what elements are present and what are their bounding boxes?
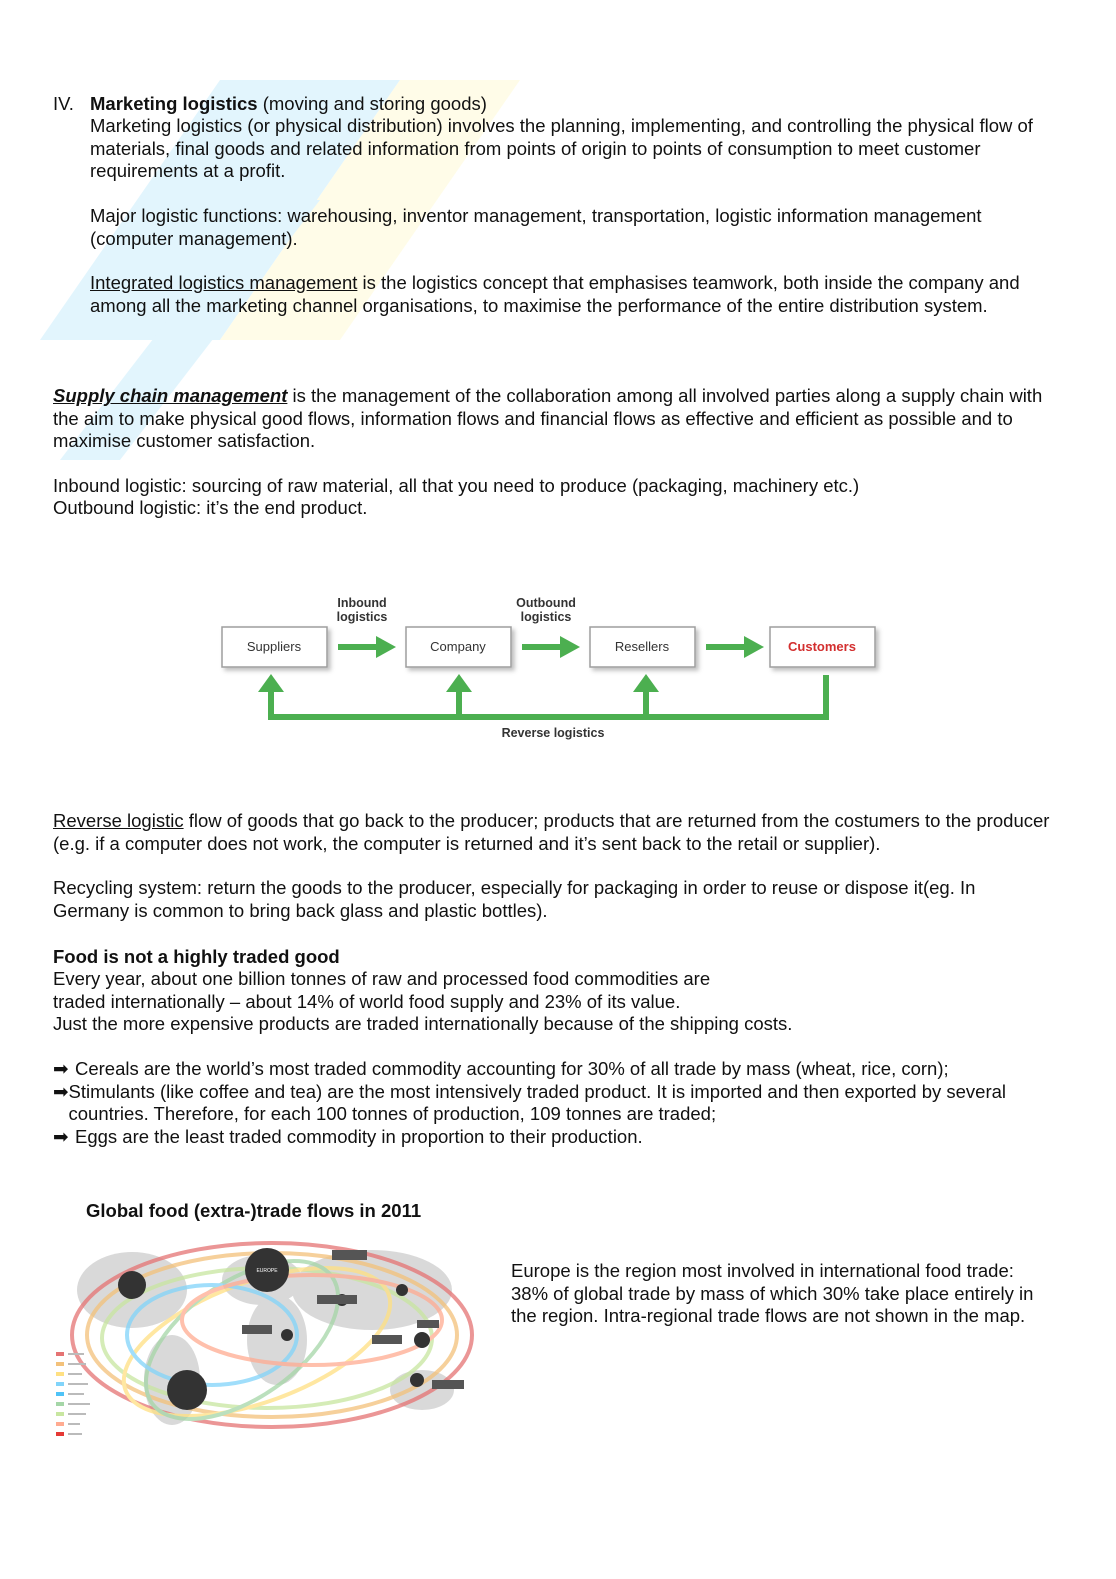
reverse-logistics-label: Reverse logistics [501,726,605,740]
logistics-flow-diagram [210,590,900,750]
integrated-logistics-term: Integrated logistics management [90,272,358,293]
inbound-logistic-text: Inbound logistic: sourcing of raw material, all that you need to produce (packaging, machinery etc.) [53,475,860,496]
reseller-arrow-icon [706,636,764,658]
reverse-logistic-text: flow of goods that go back to the producer; products that are returned from the costumers to the producer (e.g. if a computer does not work, the computer is returned and it’s sent back to the retail or supplier). [53,810,1050,854]
food-line-2: traded internationally – about 14% of world food supply and 23% of its value. [53,991,681,1012]
map-caption: Europe is the region most involved in international food trade: 38% of global trade by mass of which 30% take place entirely in the region. Intra-regional trade flows are not shown in the map. [511,1260,1034,1326]
integrated-logistics-paragraph [90,272,1050,317]
list-item [53,1126,1063,1149]
bullet-text-cereals: Cereals are the world’s most traded commodity accounting for 30% of all trade by mass (wheat, rice, corn); [75,1058,949,1079]
reverse-logistics-loop [258,674,829,720]
inbound-label-line1: Inbound [337,596,387,610]
outbound-label-line2: logistics [520,610,572,624]
right-arrow-icon: ➡ [53,1080,69,1102]
box-resellers [590,627,695,667]
section-title: Marketing logistics [90,93,258,114]
outbound-arrow-icon [522,636,580,658]
logistic-functions-paragraph: Major logistic functions: warehousing, inventor management, transportation, logistic information management (computer management). [90,205,982,249]
reverse-logistic-term: Reverse logistic [53,810,184,831]
world-trade-flow-map [52,1230,492,1440]
box-suppliers-label: Suppliers [246,639,302,654]
food-line-3: Just the more expensive products are traded internationally because of the shipping costs. [53,1013,793,1034]
list-item [53,1058,1063,1081]
box-customers-label: Customers [788,639,856,654]
map-legend [56,1352,90,1436]
right-arrow-icon: ➡ [53,1058,69,1079]
bullet-text-stimulants: Stimulants (like coffee and tea) are the most intensively traded product. It is imported and then exported by several countries. Therefore, for each 100 tonnes of production, 109 tonnes are traded; [68,1080,1007,1124]
map-title: Global food (extra-)trade flows in 2011 [86,1200,422,1221]
box-company-label: Company [430,639,486,654]
list-item [53,1081,1063,1126]
section-heading [90,93,1050,116]
section-subtitle: (moving and storing goods) [262,93,487,114]
recycling-paragraph: Recycling system: return the goods to the producer, especially for packaging in order to reuse or dispose it(eg. In Germany is common to bring back glass and plastic bottles). [53,877,976,921]
box-customers [770,627,875,667]
food-line-1: Every year, about one billion tonnes of raw and processed food commodities are [53,968,711,989]
box-company [406,627,511,667]
right-arrow-icon: ➡ [53,1125,69,1147]
box-suppliers [222,627,327,667]
box-resellers-label: Resellers [614,639,670,654]
outbound-label-line1: Outbound [516,596,576,610]
outbound-logistic-text: Outbound logistic: it’s the end product. [53,497,368,518]
reverse-logistic-paragraph [53,810,1063,855]
map-hub-label: EUROPE [256,1268,278,1274]
integrated-logistics-text: is the logistics concept that emphasises teamwork, both inside the company and among all the marketing channel organisations, to maximise the performance of the entire distribution system. [90,272,1020,316]
scm-paragraph [53,385,1058,453]
scm-term: Supply chain management [53,385,288,406]
food-heading: Food is not a highly traded good [53,946,340,967]
section-numeral: IV. [53,93,74,114]
marketing-logistics-definition: Marketing logistics (or physical distribution) involves the planning, implementing, and controlling the physical flow of materials, final goods and related information from points of origin to points of consumption to meet customer requirements at a profit. [90,115,1033,181]
bullet-text-eggs: Eggs are the least traded commodity in proportion to their production. [75,1125,643,1147]
scm-text: is the management of the collaboration among all involved parties along a supply chain with the aim to make physical good flows, information flows and financial flows as effective and efficient as possible and to maximise customer satisfaction. [53,385,1043,451]
food-bullet-list [53,1058,1063,1148]
inbound-label-line2: logistics [336,610,388,624]
inbound-arrow-icon [338,636,396,658]
